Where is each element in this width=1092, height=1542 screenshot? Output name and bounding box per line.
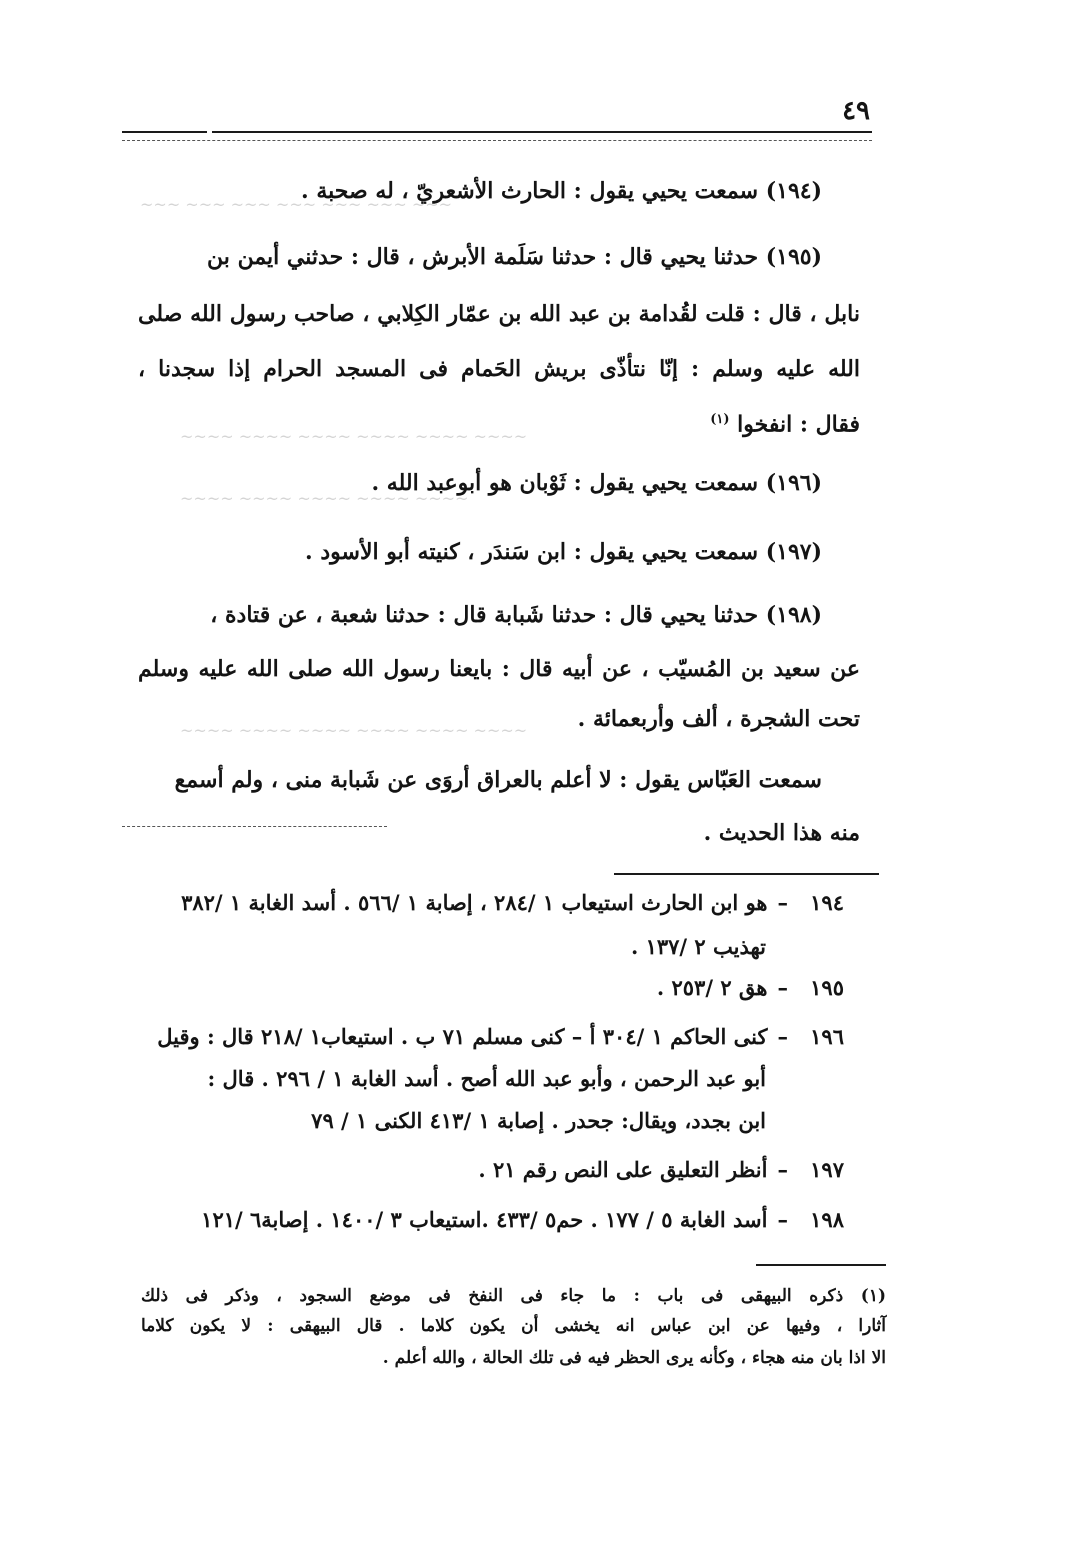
- header-rule-long: [212, 131, 872, 133]
- references-divider: [614, 873, 879, 875]
- footnote-divider: [756, 1264, 886, 1266]
- header-rule-short: [122, 131, 207, 133]
- footnote-line: الا اذا بان منه هجاء ، وكأنه يرى الحظر فيه فى تلك الحالة ، والله أعلم .: [382, 1348, 886, 1368]
- entry-198-line: (١٩٨) حدثنا يحيي قال : حدثنا شَبابة قال : حدثنا شعبة ، عن قتادة ،: [210, 602, 822, 628]
- entry-195-line: [710, 405, 860, 439]
- entry-195-line: الله عليه وسلم : إنّا نتأذّى بريش الحَمام فى المسجد الحرام إذا سجدنا ،: [138, 356, 860, 382]
- reference-194-cont: تهذيب ٢ /١٣٧ .: [630, 934, 766, 959]
- footnote-line: آثارا ، وفيها عن ابن عباس انه يخشى أن يكون كلاما . قال البيهقى : لا يكون كلاما: [141, 1316, 886, 1336]
- dashed-divider: [122, 826, 387, 827]
- reference-number: ١٩٤: [810, 890, 844, 915]
- footnote-ref-marker: (١): [710, 412, 730, 427]
- bleed-through-ghost: ~~~ ~~~ ~~~ ~~~ ~~~ ~~~ ~~~: [140, 195, 453, 214]
- bleed-through-ghost: ~~~~ ~~~~ ~~~~ ~~~~ ~~~~ ~~~~: [180, 427, 528, 446]
- reference-195: ١٩٥–هق ٢ /٢٥٣ .: [657, 973, 844, 1003]
- reference-number: ١٩٧: [810, 1157, 844, 1182]
- reference-197: ١٩٧–أنظر التعليق على النص رقم ٢١ .: [478, 1155, 844, 1185]
- page-number: ٤٩: [842, 96, 870, 126]
- entry-195-last-text: فقال : انفخوا: [737, 411, 860, 438]
- reference-text: كنى الحاكم ١ /٣٠٤ أ – كنى مسلم ٧١ ب . استيعاب١ /٢١٨ قال : وقيل: [157, 1024, 768, 1049]
- reference-196-cont: ابن بجدد، ويقال: جحدر . إصابة ١ /٤١٣ الكنى ١ / ٧٩: [311, 1108, 766, 1133]
- reference-196: ١٩٦–كنى الحاكم ١ /٣٠٤ أ – كنى مسلم ٧١ ب . استيعاب١ /٢١٨ قال : وقيل: [157, 1022, 844, 1052]
- header-rule-dashed: [122, 140, 872, 141]
- entry-195-line: نابل ، قال : قلت لقُدامة بن عبد الله بن عمّار الكِلابي ، صاحب رسول الله صلى: [138, 301, 860, 327]
- footnote-line: (١) ذكره البيهقى فى باب : ما جاء فى النفخ فى موضع السجود ، وذكر فى ذلك: [141, 1286, 886, 1306]
- entry-195-line: (١٩٥) حدثنا يحيي قال : حدثنا سَلَمة الأبرش ، قال : حدثني أيمن بن: [207, 244, 822, 270]
- reference-198: ١٩٨–أسد الغابة ٥ / ١٧٧ . حم٥ /٤٣٣ .استيعاب ٣ /١٤٠٠ . إصابة٦ /١٢١: [201, 1205, 844, 1235]
- entry-194-line: (١٩٤) سمعت يحيي يقول : الحارث الأشعريّ ، له صحبة .: [301, 178, 822, 204]
- reference-194: ١٩٤–هو ابن الحارث استيعاب ١ /٢٨٤ ، إصابة ١ /٥٦٦ . أسد الغابة ١ /٣٨٢: [181, 888, 844, 918]
- bleed-through-ghost: ~~~~ ~~~~ ~~~~ ~~~~ ~~~~ ~~~~: [180, 721, 528, 740]
- entry-198-line: تحت الشجرة ، ألف وأربعمائة .: [577, 706, 860, 732]
- reference-number: ١٩٦: [810, 1024, 844, 1049]
- entry-198-line: عن سعيد بن المُسيّب ، عن أبيه قال : بايعنا رسول الله صلى الله عليه وسلم: [138, 656, 860, 682]
- reference-text: أنظر التعليق على النص رقم ٢١ .: [478, 1157, 768, 1182]
- reference-number: ١٩٨: [810, 1207, 844, 1232]
- reference-text: أسد الغابة ٥ / ١٧٧ . حم٥ /٤٣٣ .استيعاب ٣ /١٤٠٠ . إصابة٦ /١٢١: [201, 1207, 768, 1232]
- reference-text: هق ٢ /٢٥٣ .: [656, 975, 768, 1000]
- abbas-note-line: سمعت العَبّاس يقول : لا أعلم بالعراق أروَى عن شَبابة منى ، ولم أسمع: [174, 767, 822, 793]
- bleed-through-ghost: ~~~~ ~~~~ ~~~~ ~~~~ ~~~~: [180, 489, 469, 508]
- reference-text: هو ابن الحارث استيعاب ١ /٢٨٤ ، إصابة ١ /٥٦٦ . أسد الغابة ١ /٣٨٢: [181, 890, 768, 915]
- abbas-note-line: منه هذا الحديث .: [703, 820, 860, 846]
- reference-196-cont: أبو عبد الرحمن ، وأبو عبد الله أصح . أسد الغابة ١ / ٢٩٦ . قال :: [207, 1066, 766, 1091]
- entry-196-line: (١٩٦) سمعت يحيي يقول : ثَوْبان هو أبوعبد الله .: [371, 470, 822, 496]
- reference-number: ١٩٥: [810, 975, 844, 1000]
- entry-197-line: (١٩٧) سمعت يحيي يقول : ابن سَندَر ، كنيته أبو الأسود .: [305, 539, 822, 565]
